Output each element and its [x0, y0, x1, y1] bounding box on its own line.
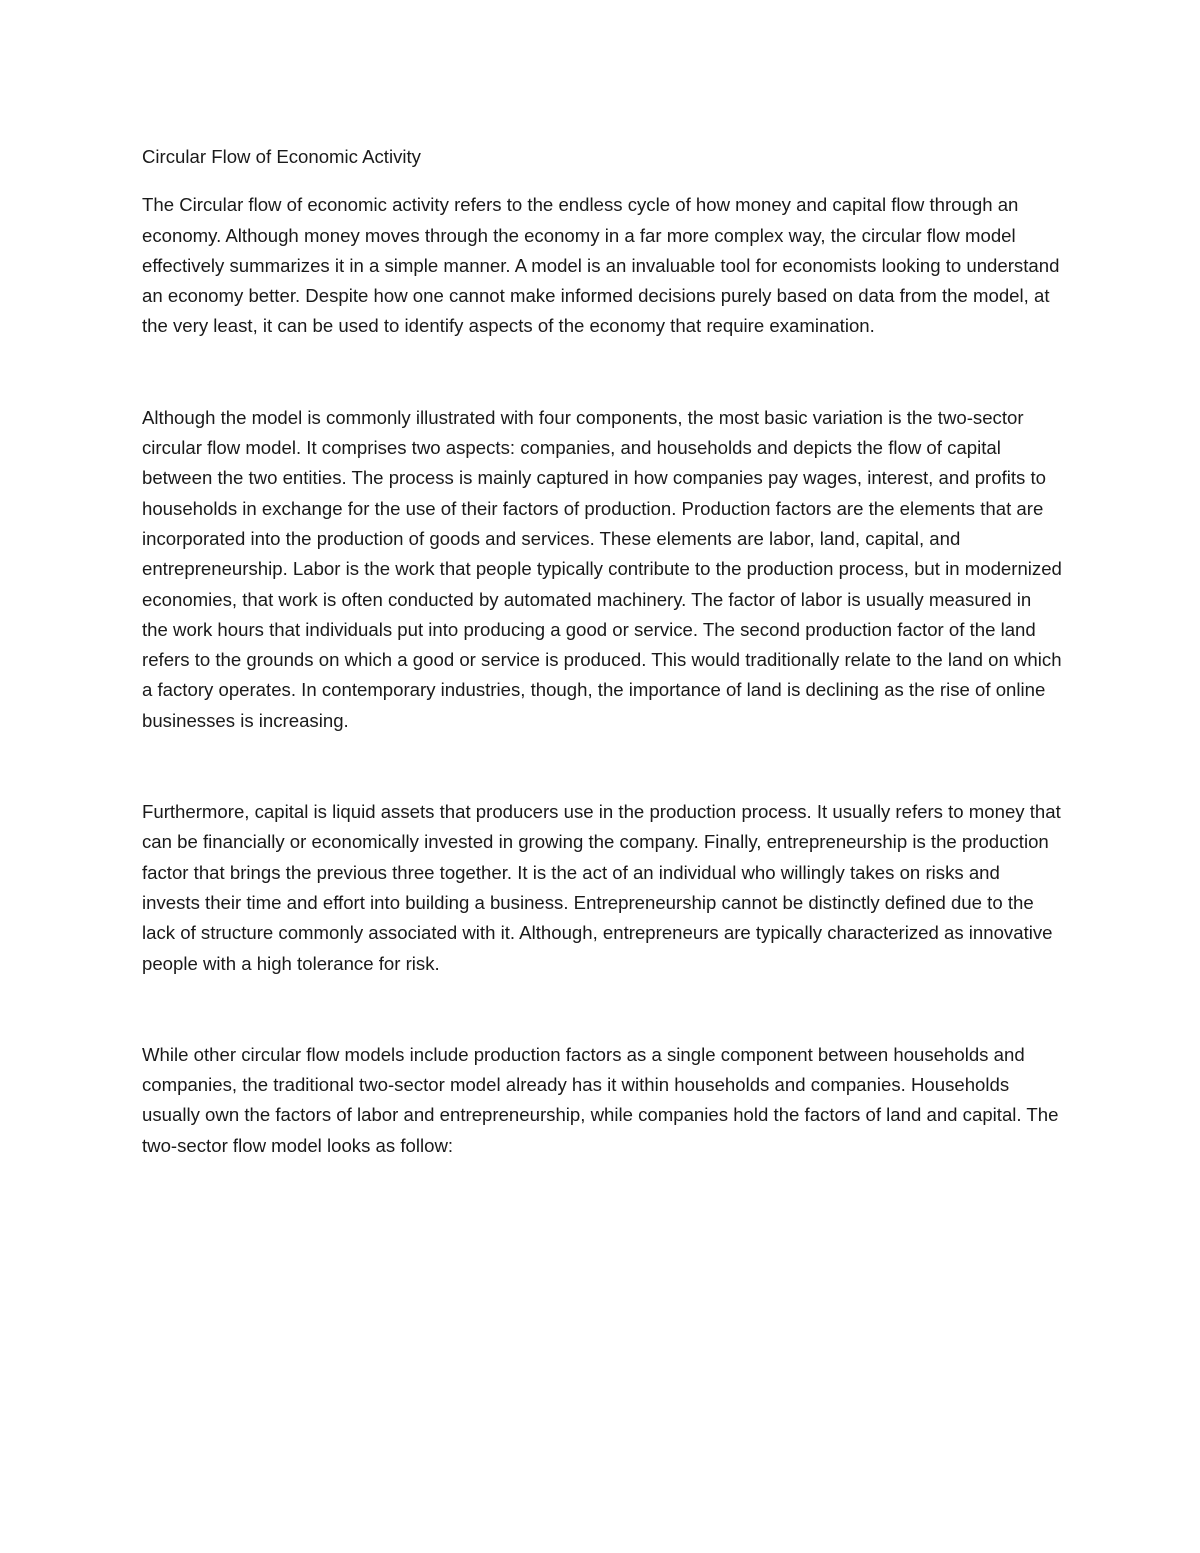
paragraph-intro: The Circular flow of economic activity refers to the endless cycle of how money and capital flow through an economy. Although money moves through the economy in a far more complex way, the circular flow model effectively summarizes it in a simple manner. A model is an invaluable tool for economists looking to understand an economy better. Despite how one cannot make informed decisions purely based on data from the model, at the very least, it can be used to identify aspects of the economy that require examination. [142, 194, 1060, 337]
document-body [142, 142, 1062, 1161]
paragraph-model-comparison: While other circular flow models include production factors as a single component between households and companies, the traditional two-sector model already has it within households and companies. Households usually own the factors of labor and entrepreneurship, while companies hold the factors of land and capital. The two-sector flow model looks as follow: [142, 1043, 1059, 1156]
paragraph-two-sector-model: Although the model is commonly illustrated with four components, the most basic variation is the two-sector circular flow model. It comprises two aspects: companies, and households and depicts the flow of capital between the two entities. The process is mainly captured in how companies pay wages, interest, and profits to households in exchange for the use of their factors of production. Production factors are the elements that are incorporated into the production of goods and services. These elements are labor, land, capital, and entrepreneurship. Labor is the work that people typically contribute to the production process, but in modernized economies, that work is often conducted by automated machinery. The factor of labor is usually measured in the work hours that individuals put into producing a good or service. The second production factor of the land refers to the grounds on which a good or service is produced. This would traditionally relate to the land on which a factory operates. In contemporary industries, though, the importance of land is declining as the rise of online businesses is increasing. [142, 406, 1062, 731]
document-title: Circular Flow of Economic Activity [142, 146, 421, 167]
paragraph-capital-entrepreneurship: Furthermore, capital is liquid assets that producers use in the production process. It usually refers to money that can be financially or economically invested in growing the company. Finally, entrepreneurship is the production factor that brings the previous three together. It is the act of an individual who willingly takes on risks and invests their time and effort into building a business. Entrepreneurship cannot be distinctly defined due to the lack of structure commonly associated with it. Although, entrepreneurs are typically characterized as innovative people with a high tolerance for risk. [142, 801, 1061, 974]
